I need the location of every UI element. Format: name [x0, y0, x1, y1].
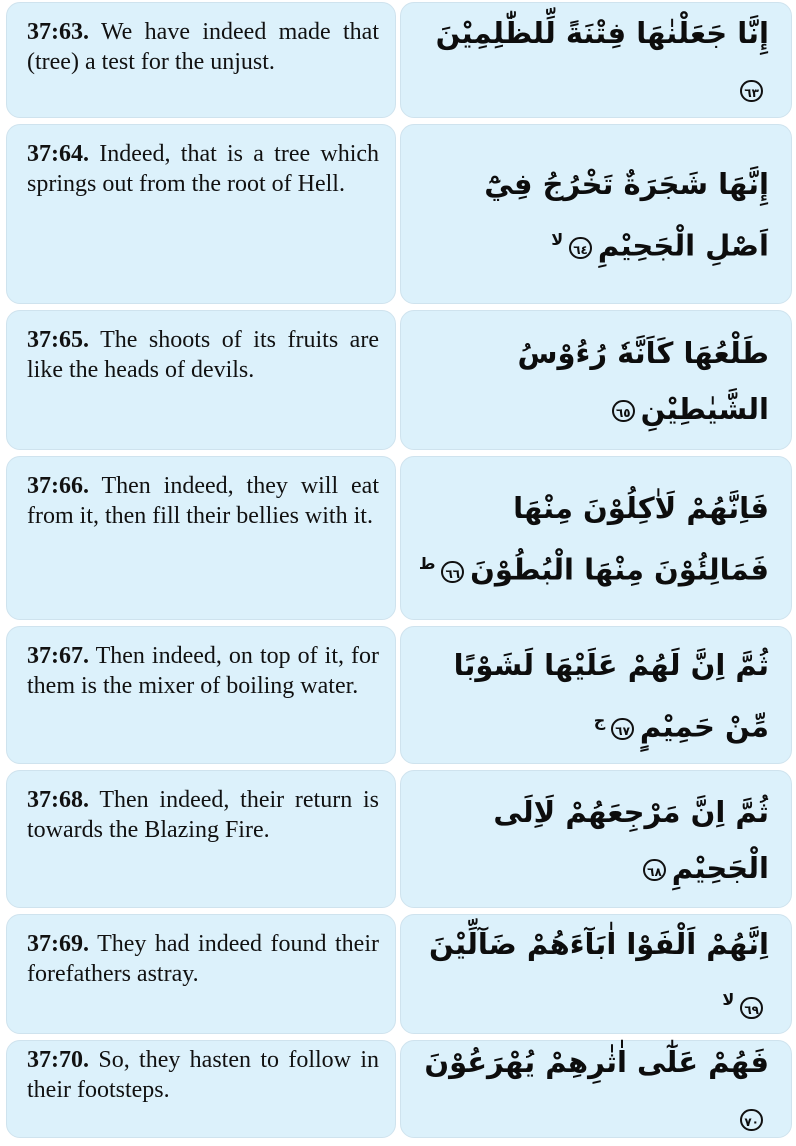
translation-text [27, 471, 379, 531]
arabic-text [415, 480, 769, 598]
verse-reference: 37:70. [27, 1047, 89, 1073]
translation-text [27, 139, 379, 199]
ayah-number-marker: ٦٣ [740, 80, 763, 102]
ayah-number-marker: ٦٩ [740, 997, 763, 1019]
arabic-verse: إِنَّهَا شَجَرَةٌ تَخْرُجُ فِيْٓ اَصْلِ الْجَحِيْمِ [484, 167, 769, 263]
arabic-card [400, 124, 792, 304]
translation-card [6, 770, 396, 908]
ayah-number-marker: ٧٠ [740, 1109, 763, 1131]
translation-body: Then indeed, their return is towards the Blazing Fire. [27, 787, 379, 843]
verse-row-63 [0, 2, 796, 118]
verse-reference: 37:67. [27, 643, 89, 669]
verse-row-69 [0, 914, 796, 1034]
translation-body: They had indeed found their forefathers astray. [27, 931, 379, 987]
translation-text [27, 17, 379, 77]
arabic-card [400, 914, 792, 1034]
arabic-card [400, 770, 792, 908]
arabic-verse: ثُمَّ اِنَّ لَهُمْ عَلَيْهَا لَشَوْبًا مِّنْ حَمِيْمٍ [453, 648, 769, 744]
arabic-verse: طَلْعُهَا كَاَنَّهٗ رُءُوْسُ الشَّيٰطِيْنِ [517, 336, 769, 426]
stop-mark: ج [593, 711, 606, 731]
verse-reference: 37:65. [27, 327, 89, 353]
translation-card [6, 124, 396, 304]
arabic-text [415, 916, 769, 1034]
arabic-verse: فَاِنَّهُمْ لَاٰكِلُوْنَ مِنْهَا فَمَالِئُوْنَ مِنْهَا الْبُطُوْنَ [470, 491, 769, 587]
arabic-text [415, 1034, 769, 1146]
arabic-text [415, 5, 769, 117]
verse-reference: 37:63. [27, 19, 89, 45]
translation-text [27, 785, 379, 845]
arabic-text [415, 784, 769, 896]
verse-reference: 37:68. [27, 787, 89, 813]
arabic-card [400, 456, 792, 620]
ayah-number-marker: ٦٧ [611, 718, 634, 740]
verse-reference: 37:64. [27, 141, 89, 167]
translation-card [6, 626, 396, 764]
translation-text [27, 929, 379, 989]
arabic-card [400, 626, 792, 764]
stop-mark: لا [551, 230, 564, 250]
translation-body: Then indeed, they will eat from it, then fill their bellies with it. [27, 473, 379, 529]
translation-text [27, 325, 379, 385]
arabic-text [415, 156, 769, 274]
arabic-text [415, 637, 769, 755]
translation-text [27, 1045, 379, 1105]
ayah-number-marker: ٦٥ [612, 400, 635, 422]
translation-card [6, 914, 396, 1034]
ayah-number-marker: ٦٦ [441, 561, 464, 583]
translation-text [27, 641, 379, 701]
translation-body: So, they hasten to follow in their footsteps. [27, 1047, 379, 1103]
verse-row-68 [0, 770, 796, 908]
translation-body: We have indeed made that (tree) a test for the unjust. [27, 19, 379, 75]
ayah-number-marker: ٦٤ [569, 237, 592, 259]
verse-reference: 37:66. [27, 473, 89, 499]
arabic-verse: اِنَّهُمْ اَلْفَوْا اٰبَآءَهُمْ ضَآلِّيْنَ [429, 927, 769, 962]
verse-row-64 [0, 124, 796, 304]
translation-card [6, 1040, 396, 1138]
arabic-verse: فَهُمْ عَلٰٓى اٰثٰرِهِمْ يُهْرَعُوْنَ [424, 1045, 769, 1079]
arabic-verse: إِنَّا جَعَلْنٰهَا فِتْنَةً لِّلظّٰلِمِيْنَ [435, 16, 769, 50]
translation-body: Indeed, that is a tree which springs out from the root of Hell. [27, 141, 380, 197]
translation-body: Then indeed, on top of it, for them is the mixer of boiling water. [27, 643, 379, 699]
translation-card [6, 456, 396, 620]
translation-card [6, 310, 396, 450]
ayah-number-marker: ٦٨ [643, 859, 666, 881]
arabic-text [415, 325, 769, 437]
verse-reference: 37:69. [27, 931, 89, 957]
stop-mark: ط [418, 554, 436, 574]
verse-row-65 [0, 310, 796, 450]
verse-row-66 [0, 456, 796, 620]
verse-row-70 [0, 1040, 796, 1138]
translation-card [6, 2, 396, 118]
stop-mark: لا [722, 990, 735, 1010]
translation-body: The shoots of its fruits are like the heads of devils. [27, 327, 379, 383]
arabic-card [400, 310, 792, 450]
arabic-card [400, 1040, 792, 1138]
verse-row-67 [0, 626, 796, 764]
arabic-verse: ثُمَّ اِنَّ مَرْجِعَهُمْ لَاِلَى الْجَحِيْمِ [493, 795, 769, 885]
arabic-card [400, 2, 792, 118]
